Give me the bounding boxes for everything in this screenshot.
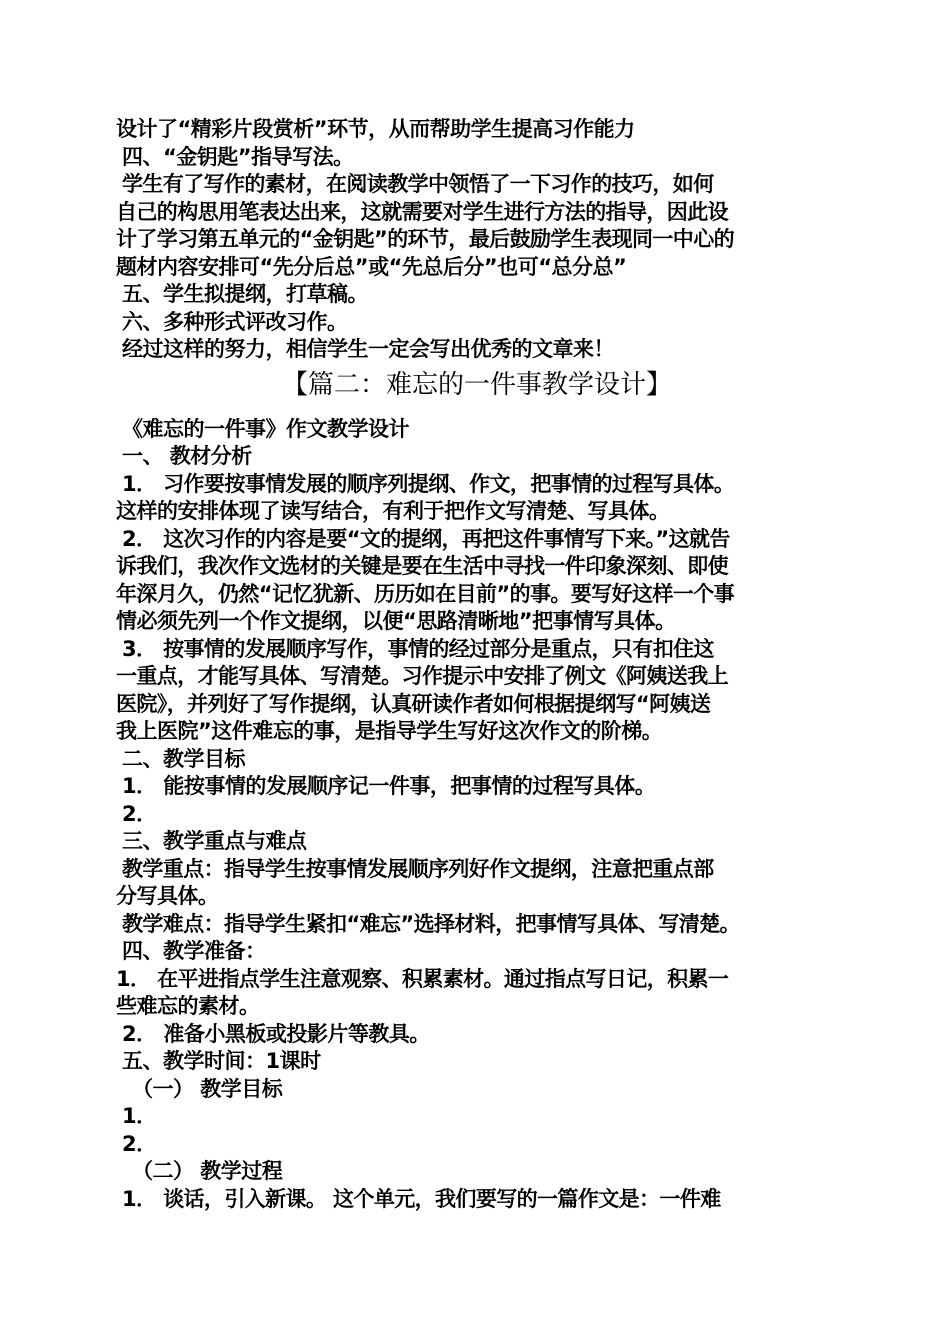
text-line: 教学难点：指导学生紧扣“难忘”选择材料，把事情写具体、写清楚。	[122, 911, 741, 936]
text-line: 情必须先列一个作文提纲，以便“思路清晰地”把事情写具体。	[116, 609, 676, 633]
subsection-heading: （二） 教学过程	[132, 1159, 283, 1183]
text-line: 1． 在平进指点学生注意观察、积累素材。通过指点写日记，积累一	[116, 966, 729, 991]
text-line: 我上医院”这件难忘的事，是指导学生写好这次作文的阶梯。	[116, 719, 663, 743]
section-heading: 二、教学目标	[122, 746, 245, 771]
text-line: 2．	[122, 1131, 157, 1156]
document-body	[116, 116, 838, 1213]
text-line: 2．	[122, 801, 157, 826]
section-heading: 一、 教材分析	[122, 444, 252, 468]
text-line: 题材内容安排可“先分后总”或“先总后分”也可“总分总”	[116, 254, 627, 279]
text-line: 3． 按事情的发展顺序写作，事情的经过部分是重点，只有扣住这	[122, 636, 714, 661]
text-line: 2． 这次习作的内容是要“文的提纲，再把这件事情写下来。”这就告	[122, 526, 730, 551]
text-line: 设计了“精彩片段赏析”环节，从而帮助学生提高习作能力	[116, 117, 635, 141]
text-line: 学生有了写作的素材，在阅读教学中领悟了一下习作的技巧，如何	[122, 172, 714, 196]
text-line: 计了学习第五单元的“金钥匙”的环节，最后鼓励学生表现同一中心的	[116, 227, 735, 251]
text-line: 这样的安排体现了读写结合，有利于把作文写清楚、写具体。	[116, 499, 670, 523]
text-line: 分写具体。	[116, 884, 219, 908]
text-line: 医院》，并列好了写作提纲，认真研读作者如何根据提纲写“阿姨送	[116, 691, 711, 716]
text-line: 诉我们，我次作文选材的关键是要在生活中寻找一件印象深刻、即使	[116, 554, 728, 578]
text-line: 些难忘的素材。	[116, 994, 260, 1018]
text-line: 教学重点：指导学生按事情发展顺序列好作文提纲，注意把重点部	[122, 856, 714, 881]
section-heading-6: 六、多种形式评改习作。	[122, 309, 348, 334]
section-heading-5: 五、学生拟提纲，打草稿。	[122, 282, 368, 306]
text-line: 经过这样的努力，相信学生一定会写出优秀的文章来！	[122, 337, 614, 361]
text-line: 1． 习作要按事情发展的顺序列提纲、作文，把事情的过程写具体。	[122, 471, 735, 496]
section-heading-4: 四、“金钥匙”指导写法。	[122, 144, 354, 169]
section-heading: 三、教学重点与难点	[122, 829, 307, 853]
text-line: 1． 谈话，引入新课。 这个单元，我们要写的一篇作文是：一件难	[122, 1186, 721, 1211]
text-line: 一重点，才能写具体、写清楚。习作提示中安排了例文《阿姨送我上	[116, 664, 728, 688]
text-line: 2． 准备小黑板或投影片等教具。	[122, 1021, 430, 1046]
text-line: 1．	[122, 1104, 157, 1128]
text-line: 年深月久，仍然“记忆犹新、历历如在目前”的事。要写好这样一个事	[116, 581, 735, 606]
section-title: 【篇二：难忘的一件事教学设计】	[281, 369, 672, 400]
section-heading: 四、教学准备：	[122, 939, 266, 963]
text-line: 自己的构思用笔表达出来，这就需要对学生进行方法的指导，因此设	[116, 199, 728, 224]
section-heading: 五、教学时间：1课时	[122, 1049, 321, 1073]
subsection-heading: （一） 教学目标	[132, 1076, 283, 1101]
document-subtitle: 《难忘的一件事》作文教学设计	[122, 416, 409, 441]
text-line: 1． 能按事情的发展顺序记一件事，把事情的过程写具体。	[122, 774, 656, 798]
